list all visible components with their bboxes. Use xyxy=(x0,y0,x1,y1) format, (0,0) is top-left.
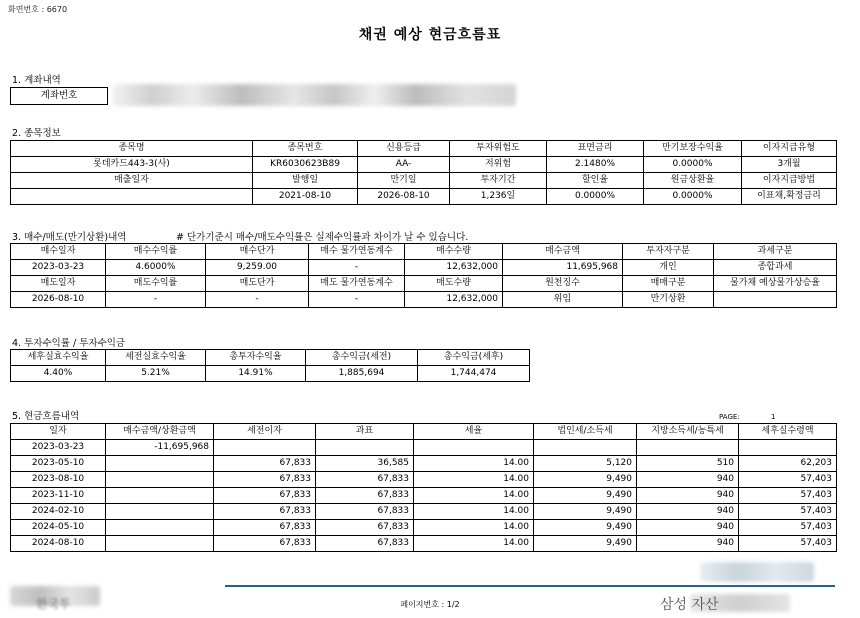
cashflow-row-cell: 9,490 xyxy=(534,504,637,520)
bond-header-row-cell: 투자기간 xyxy=(450,173,547,189)
cashflow-row-cell: 67,833 xyxy=(214,536,316,552)
cashflow-header-row xyxy=(11,424,837,440)
trade-header-row-cell: 매수 물가연동계수 xyxy=(309,244,405,260)
bond-data-row-cell: 0.0000% xyxy=(644,157,742,173)
trade-data-row-cell: - xyxy=(309,292,405,308)
footer-right-redacted-top xyxy=(700,562,814,582)
trade-header-row-cell: 매도일자 xyxy=(11,276,106,292)
cashflow-row xyxy=(11,440,837,456)
returns-data-row-cell: 1,885,694 xyxy=(306,366,418,382)
cashflow-row-cell: 67,833 xyxy=(316,488,414,504)
page-title: 채권 예상 현금흐름표 xyxy=(358,27,502,43)
trade-header-row-cell: 매도 물가연동계수 xyxy=(309,276,405,292)
trade-data-row-cell: 12,632,000 xyxy=(405,292,503,308)
trade-data-row-cell: - xyxy=(206,292,309,308)
cashflow-row-cell: 9,490 xyxy=(534,536,637,552)
cashflow-row-cell: 940 xyxy=(637,536,739,552)
trade-header-row-cell: 원천징수 xyxy=(503,276,623,292)
trade-header-row-cell: 물가채 예상물가상승율 xyxy=(714,276,837,292)
bond-data-row-cell: 저위험 xyxy=(450,157,547,173)
cashflow-row-cell: 2023-08-10 xyxy=(11,472,106,488)
account-number-label: 계좌번호 xyxy=(10,87,108,105)
returns-data-row xyxy=(11,366,530,382)
cashflow-row-cell: 940 xyxy=(637,504,739,520)
bond-header-row-cell: 할인율 xyxy=(547,173,644,189)
bond-header-row-cell: 이자지급유형 xyxy=(742,141,837,157)
cashflow-row-cell: 62,203 xyxy=(739,456,837,472)
returns-header-row-cell: 세후실효수익율 xyxy=(11,350,106,366)
cashflow-row-cell xyxy=(637,440,739,456)
page-label: PAGE: xyxy=(719,413,740,421)
cashflow-header-row-cell: 법인세/소득세 xyxy=(534,424,637,440)
cashflow-row-cell: 67,833 xyxy=(316,472,414,488)
trade-data-row-cell: 9,259.00 xyxy=(206,260,309,276)
returns-data-row-cell: 1,744,474 xyxy=(418,366,530,382)
bond-data-row-cell: 0.0000% xyxy=(644,189,742,205)
returns-data-row-cell: 5.21% xyxy=(106,366,206,382)
bond-header-row-cell: 이자지급방법 xyxy=(742,173,837,189)
cashflow-row-cell: 14.00 xyxy=(414,472,534,488)
page-value: 1 xyxy=(771,413,776,421)
trade-header-row-cell: 매도수량 xyxy=(405,276,503,292)
cashflow-row-cell xyxy=(106,520,214,536)
trade-header-row-cell: 매수단가 xyxy=(206,244,309,260)
cashflow-row-cell: 14.00 xyxy=(414,488,534,504)
trade-data-row-cell: 12,632,000 xyxy=(405,260,503,276)
cashflow-row-cell: 940 xyxy=(637,488,739,504)
bond-header-row-cell: 발행일 xyxy=(253,173,358,189)
cashflow-row-cell: 67,833 xyxy=(316,536,414,552)
trade-data-row-cell: 위임 xyxy=(503,292,623,308)
returns-header-row-cell: 총투자수익율 xyxy=(206,350,306,366)
bond-data-row-cell: KR6030623B89 xyxy=(253,157,358,173)
returns-table xyxy=(10,349,530,382)
returns-data-row-cell: 14.91% xyxy=(206,366,306,382)
cashflow-row-cell: 14.00 xyxy=(414,504,534,520)
bond-info-table xyxy=(10,140,837,205)
cashflow-row-cell: 2023-03-23 xyxy=(11,440,106,456)
cashflow-row-cell xyxy=(106,472,214,488)
cashflow-row-cell: 14.00 xyxy=(414,520,534,536)
cashflow-header-row-cell: 지방소득세/농특세 xyxy=(637,424,739,440)
cashflow-row-cell: 67,833 xyxy=(214,520,316,536)
bond-header-row xyxy=(11,173,837,189)
cashflow-row-cell: 57,403 xyxy=(739,504,837,520)
returns-header-row xyxy=(11,350,530,366)
bond-data-row-cell: 이표채,확정금리 xyxy=(742,189,837,205)
trade-data-row-cell: 2026-08-10 xyxy=(11,292,106,308)
bond-header-row-cell: 만기보장수익율 xyxy=(644,141,742,157)
bond-data-row-cell: 3개월 xyxy=(742,157,837,173)
cashflow-row-cell: 57,403 xyxy=(739,488,837,504)
bond-header-row-cell: 표면금리 xyxy=(547,141,644,157)
trade-data-row-cell xyxy=(714,292,837,308)
cashflow-row-cell: 57,403 xyxy=(739,536,837,552)
cashflow-row-cell xyxy=(739,440,837,456)
trade-data-row-cell: 개인 xyxy=(623,260,714,276)
cashflow-row xyxy=(11,536,837,552)
bond-data-row-cell: 0.0000% xyxy=(547,189,644,205)
bond-header-row-cell: 매출일자 xyxy=(11,173,253,189)
cashflow-row-cell xyxy=(534,440,637,456)
screen-number: 화면번호 : 6670 xyxy=(8,5,68,14)
cashflow-row-cell xyxy=(106,504,214,520)
cashflow-header-row-cell: 일자 xyxy=(11,424,106,440)
bond-data-row-cell xyxy=(11,189,253,205)
cashflow-header-row-cell: 세율 xyxy=(414,424,534,440)
cashflow-row-cell: 67,833 xyxy=(214,472,316,488)
page-number: 페이지번호 : 1/2 xyxy=(400,600,460,609)
cashflow-row xyxy=(11,520,837,536)
bond-data-row-cell: 롯데카드443-3(사) xyxy=(11,157,253,173)
trade-data-row-cell: 4.6000% xyxy=(106,260,206,276)
bond-header-row-cell: 종목명 xyxy=(11,141,253,157)
section-trade-heading: 3. 매수/매도(만기상환)내역 xyxy=(12,232,127,243)
trade-data-row-cell: 만기상환 xyxy=(623,292,714,308)
cashflow-row-cell xyxy=(414,440,534,456)
bond-header-row-cell: 원금상환율 xyxy=(644,173,742,189)
cashflow-row-cell xyxy=(214,440,316,456)
trade-header-row xyxy=(11,276,837,292)
cashflow-row-cell: 14.00 xyxy=(414,536,534,552)
cashflow-row-cell: 14.00 xyxy=(414,456,534,472)
trade-header-row-cell: 매도수익률 xyxy=(106,276,206,292)
trade-data-row-cell: 종합과세 xyxy=(714,260,837,276)
trade-data-row-cell: 2023-03-23 xyxy=(11,260,106,276)
cashflow-header-row-cell: 매수금액/상환금액 xyxy=(106,424,214,440)
bond-header-row-cell: 종목번호 xyxy=(253,141,358,157)
cashflow-row-cell xyxy=(316,440,414,456)
cashflow-row xyxy=(11,504,837,520)
bond-data-row-cell: 2021-08-10 xyxy=(253,189,358,205)
cashflow-row-cell: 2024-05-10 xyxy=(11,520,106,536)
bond-header-row-cell: 신용등급 xyxy=(358,141,450,157)
returns-data-row-cell: 4.40% xyxy=(11,366,106,382)
returns-header-row-cell: 총수익금(세전) xyxy=(306,350,418,366)
cashflow-row-cell: 9,490 xyxy=(534,520,637,536)
cashflow-row-cell xyxy=(106,456,214,472)
section-account-heading: 1. 계좌내역 xyxy=(12,75,61,86)
cashflow-row xyxy=(11,456,837,472)
cashflow-row-cell: 940 xyxy=(637,472,739,488)
footer-left-text: 한국투 xyxy=(36,597,71,611)
cashflow-row-cell: 2024-02-10 xyxy=(11,504,106,520)
trade-header-row-cell: 매수수익률 xyxy=(106,244,206,260)
returns-header-row-cell: 총수익금(세후) xyxy=(418,350,530,366)
cashflow-row-cell: 2023-11-10 xyxy=(11,488,106,504)
cashflow-row-cell: 940 xyxy=(637,520,739,536)
section-returns-heading: 4. 투자수익률 / 투자수익금 xyxy=(12,338,126,349)
bond-data-row xyxy=(11,189,837,205)
cashflow-table xyxy=(10,423,837,552)
cashflow-row-cell: 5,120 xyxy=(534,456,637,472)
trade-table xyxy=(10,243,837,308)
trade-data-row xyxy=(11,260,837,276)
trade-header-row xyxy=(11,244,837,260)
bond-data-row-cell: 1,236일 xyxy=(450,189,547,205)
cashflow-row xyxy=(11,488,837,504)
cashflow-row-cell: 67,833 xyxy=(316,520,414,536)
bond-data-row xyxy=(11,157,837,173)
cashflow-header-row-cell: 세전이자 xyxy=(214,424,316,440)
cashflow-row-cell: 67,833 xyxy=(214,504,316,520)
trade-header-row-cell: 매수금액 xyxy=(503,244,623,260)
bond-data-row-cell: AA- xyxy=(358,157,450,173)
cashflow-header-row-cell: 세후실수령액 xyxy=(739,424,837,440)
cashflow-row-cell: 510 xyxy=(637,456,739,472)
trade-header-row-cell: 투자자구분 xyxy=(623,244,714,260)
cashflow-row-cell: 9,490 xyxy=(534,488,637,504)
bond-header-row-cell: 만기일 xyxy=(358,173,450,189)
section-bond-info-heading: 2. 종목정보 xyxy=(12,128,61,139)
cashflow-row-cell: 36,585 xyxy=(316,456,414,472)
cashflow-row-cell: 67,833 xyxy=(316,504,414,520)
trade-data-row-cell: 11,695,968 xyxy=(503,260,623,276)
cashflow-row-cell: 57,403 xyxy=(739,520,837,536)
bond-data-row-cell: 2.1480% xyxy=(547,157,644,173)
footer-divider xyxy=(225,585,835,587)
trade-header-row-cell: 매수일자 xyxy=(11,244,106,260)
trade-header-row-cell: 매수수량 xyxy=(405,244,503,260)
cashflow-row-cell: 67,833 xyxy=(214,456,316,472)
cashflow-row-cell: 2023-05-10 xyxy=(11,456,106,472)
section-cashflow-heading: 5. 현금흐름내역 xyxy=(12,411,80,422)
cashflow-row-cell: 57,403 xyxy=(739,472,837,488)
trade-header-row-cell: 과세구분 xyxy=(714,244,837,260)
bond-header-row xyxy=(11,141,837,157)
trade-data-row xyxy=(11,292,837,308)
account-number-redacted xyxy=(112,84,516,106)
returns-header-row-cell: 세전실효수익율 xyxy=(106,350,206,366)
trade-header-row-cell: 매도단가 xyxy=(206,276,309,292)
cashflow-row-cell xyxy=(106,536,214,552)
footer-right-text: 삼성 자산 xyxy=(660,597,719,613)
cashflow-row-cell: 9,490 xyxy=(534,472,637,488)
cashflow-row-cell: 67,833 xyxy=(214,488,316,504)
bond-header-row-cell: 투자위험도 xyxy=(450,141,547,157)
trade-data-row-cell: - xyxy=(106,292,206,308)
trade-data-row-cell: - xyxy=(309,260,405,276)
cashflow-header-row-cell: 과표 xyxy=(316,424,414,440)
bond-data-row-cell: 2026-08-10 xyxy=(358,189,450,205)
trade-header-row-cell: 매매구분 xyxy=(623,276,714,292)
cashflow-row-cell: -11,695,968 xyxy=(106,440,214,456)
cashflow-row-cell: 2024-08-10 xyxy=(11,536,106,552)
trade-note: # 단가기준시 매수/매도수익률은 실제수익률과 차이가 날 수 있습니다. xyxy=(176,232,469,243)
cashflow-row xyxy=(11,472,837,488)
cashflow-row-cell xyxy=(106,488,214,504)
